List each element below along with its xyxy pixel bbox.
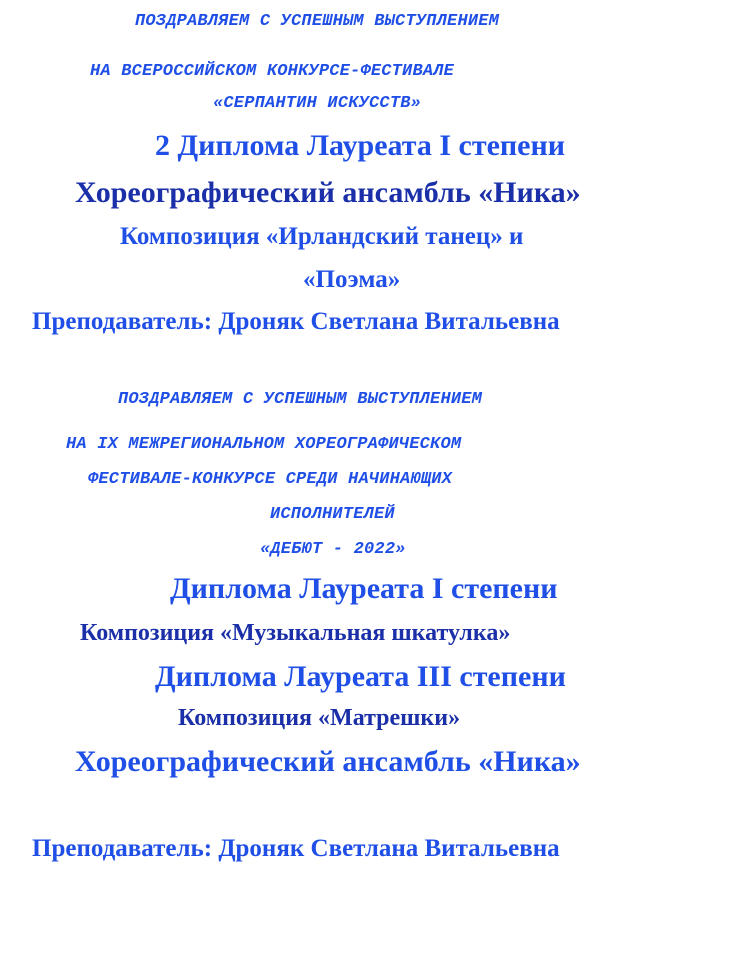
teacher-name-2: Преподаватель: Дроняк Светлана Витальевна xyxy=(32,835,560,862)
composition-2: Композиция «Музыкальная шкатулка» xyxy=(80,620,511,646)
event2-name-line-1: НА IX МЕЖРЕГИОНАЛЬНОМ ХОРЕОГРАФИЧЕСКОМ xyxy=(66,435,462,454)
congrats-heading-1: ПОЗДРАВЛЯЕМ С УСПЕШНЫМ ВЫСТУПЛЕНИЕМ xyxy=(135,12,500,31)
composition-line-1: Композиция «Ирландский танец» и xyxy=(120,223,524,250)
award-title-2: Диплома Лауреата I степени xyxy=(170,572,558,605)
event2-name-line-3: ИСПОЛНИТЕЛЕЙ xyxy=(270,505,395,524)
ensemble-name-2: Хореографический ансамбль «Ника» xyxy=(75,745,581,778)
award-title-1: 2 Диплома Лауреата I степени xyxy=(155,129,566,162)
composition-3: Композиция «Матрешки» xyxy=(178,705,461,731)
event-name-line-2: «СЕРПАНТИН ИСКУССТВ» xyxy=(213,94,422,113)
event2-name-line-4: «ДЕБЮТ - 2022» xyxy=(260,540,406,559)
event-name-line-1: НА ВСЕРОССИЙСКОМ КОНКУРСЕ-ФЕСТИВАЛЕ xyxy=(90,62,455,81)
event2-name-line-2: ФЕСТИВАЛЕ-КОНКУРСЕ СРЕДИ НАЧИНАЮЩИХ xyxy=(88,470,453,489)
award-title-3: Диплома Лауреата III степени xyxy=(155,660,566,693)
composition-line-2: «Поэма» xyxy=(303,266,401,293)
congrats-heading-2: ПОЗДРАВЛЯЕМ С УСПЕШНЫМ ВЫСТУПЛЕНИЕМ xyxy=(118,390,483,409)
teacher-name-1: Преподаватель: Дроняк Светлана Витальевна xyxy=(32,308,560,335)
ensemble-name-1: Хореографический ансамбль «Ника» xyxy=(75,176,581,209)
